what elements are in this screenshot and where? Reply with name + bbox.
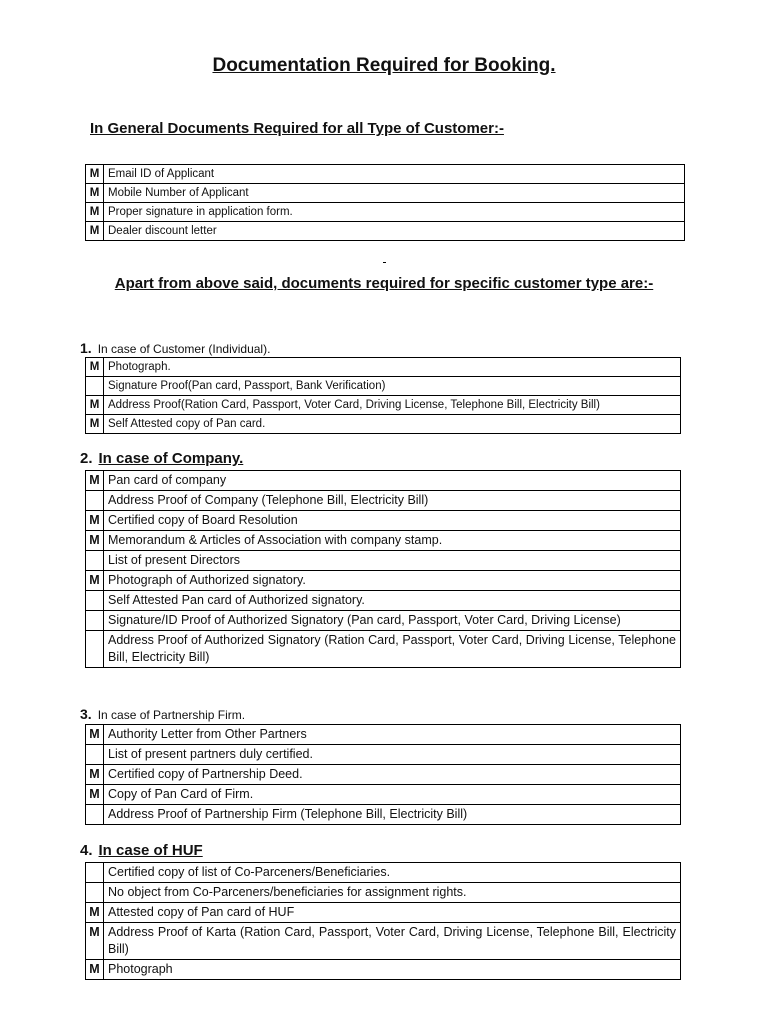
document-item: Authority Letter from Other Partners <box>104 725 681 745</box>
document-item: Photograph. <box>104 358 681 377</box>
mandatory-mark <box>86 551 104 571</box>
mandatory-mark: M <box>86 415 104 434</box>
table-row <box>86 745 681 765</box>
section-3-table <box>85 724 681 825</box>
mandatory-mark: M <box>86 203 104 222</box>
table-row <box>86 377 681 396</box>
document-item: Address Proof of Partnership Firm (Telephone Bill, Electricity Bill) <box>104 805 681 825</box>
mandatory-mark: M <box>86 785 104 805</box>
section-4-table <box>85 862 681 980</box>
stray-mark <box>383 262 386 263</box>
section-title: In case of Partnership Firm. <box>97 708 246 722</box>
section-title: In case of Customer (Individual). <box>97 342 271 356</box>
table-row <box>86 725 681 745</box>
mandatory-mark: M <box>86 725 104 745</box>
document-item: Self Attested Pan card of Authorized signatory. <box>104 591 681 611</box>
mandatory-mark: M <box>86 903 104 923</box>
document-item: List of present partners duly certified. <box>104 745 681 765</box>
mandatory-mark: M <box>86 165 104 184</box>
section-number: 2. <box>80 450 93 467</box>
table-row <box>86 471 681 491</box>
mandatory-mark <box>86 863 104 883</box>
table-row <box>86 631 681 668</box>
table-row <box>86 415 681 434</box>
document-item: Address Proof of Company (Telephone Bill, Electricity Bill) <box>104 491 681 511</box>
mandatory-mark <box>86 745 104 765</box>
document-item: No object from Co-Parceners/beneficiaries for assignment rights. <box>104 883 681 903</box>
document-item: Pan card of company <box>104 471 681 491</box>
table-row <box>86 611 681 631</box>
mandatory-mark <box>86 883 104 903</box>
mandatory-mark <box>86 611 104 631</box>
mandatory-mark <box>86 805 104 825</box>
section-2-table <box>85 470 681 668</box>
table-row <box>86 765 681 785</box>
table-row <box>86 805 681 825</box>
table-row <box>86 222 685 241</box>
mandatory-mark: M <box>86 184 104 203</box>
table-row <box>86 863 681 883</box>
section-1-table <box>85 357 681 434</box>
general-documents-heading: In General Documents Required for all Type of Customer:- <box>90 120 504 137</box>
section-number: 4. <box>80 842 93 859</box>
mandatory-mark: M <box>86 511 104 531</box>
document-item: Certified copy of Partnership Deed. <box>104 765 681 785</box>
section-title: In case of HUF <box>98 842 203 859</box>
document-item: Address Proof of Authorized Signatory (Ration Card, Passport, Voter Card, Driving License, Telephone Bill, Electricity Bill) <box>104 631 681 668</box>
document-item: Certified copy of Board Resolution <box>104 511 681 531</box>
document-item: Self Attested copy of Pan card. <box>104 415 681 434</box>
table-row <box>86 511 681 531</box>
table-row <box>86 491 681 511</box>
section-3-heading <box>80 706 245 722</box>
table-row <box>86 883 681 903</box>
document-item: List of present Directors <box>104 551 681 571</box>
mandatory-mark: M <box>86 471 104 491</box>
document-item: Photograph of Authorized signatory. <box>104 571 681 591</box>
general-documents-table <box>85 164 685 241</box>
document-item: Signature/ID Proof of Authorized Signatory (Pan card, Passport, Voter Card, Driving License) <box>104 611 681 631</box>
table-row <box>86 184 685 203</box>
mandatory-mark: M <box>86 358 104 377</box>
mandatory-mark: M <box>86 923 104 960</box>
specific-documents-heading: Apart from above said, documents required for specific customer type are:- <box>114 275 654 292</box>
table-row <box>86 785 681 805</box>
section-2-heading <box>80 450 243 467</box>
mandatory-mark <box>86 377 104 396</box>
mandatory-mark <box>86 631 104 668</box>
document-item: Copy of Pan Card of Firm. <box>104 785 681 805</box>
document-item: Address Proof of Karta (Ration Card, Passport, Voter Card, Driving License, Telephone Bill, Electricity Bill) <box>104 923 681 960</box>
table-row <box>86 396 681 415</box>
mandatory-mark: M <box>86 222 104 241</box>
document-item: Memorandum & Articles of Association with company stamp. <box>104 531 681 551</box>
section-number: 1. <box>80 340 92 356</box>
mandatory-mark: M <box>86 765 104 785</box>
document-item: Photograph <box>104 960 681 980</box>
mandatory-mark: M <box>86 396 104 415</box>
document-title: Documentation Required for Booking. <box>212 55 556 76</box>
document-item: Certified copy of list of Co-Parceners/Beneficiaries. <box>104 863 681 883</box>
table-row <box>86 960 681 980</box>
document-item: Dealer discount letter <box>104 222 685 241</box>
document-item: Email ID of Applicant <box>104 165 685 184</box>
document-item: Attested copy of Pan card of HUF <box>104 903 681 923</box>
document-item: Mobile Number of Applicant <box>104 184 685 203</box>
mandatory-mark: M <box>86 960 104 980</box>
section-title: In case of Company. <box>98 450 244 467</box>
document-item: Proper signature in application form. <box>104 203 685 222</box>
document-item: Address Proof(Ration Card, Passport, Voter Card, Driving License, Telephone Bill, Electricity Bill) <box>104 396 681 415</box>
table-row <box>86 531 681 551</box>
mandatory-mark: M <box>86 531 104 551</box>
table-row <box>86 551 681 571</box>
table-row <box>86 571 681 591</box>
table-row <box>86 903 681 923</box>
mandatory-mark <box>86 591 104 611</box>
table-row <box>86 203 685 222</box>
table-row <box>86 165 685 184</box>
table-row <box>86 591 681 611</box>
table-row <box>86 923 681 960</box>
document-item: Signature Proof(Pan card, Passport, Bank Verification) <box>104 377 681 396</box>
table-row <box>86 358 681 377</box>
section-4-heading <box>80 842 203 859</box>
mandatory-mark: M <box>86 571 104 591</box>
mandatory-mark <box>86 491 104 511</box>
section-1-heading <box>80 340 270 356</box>
section-number: 3. <box>80 706 92 722</box>
